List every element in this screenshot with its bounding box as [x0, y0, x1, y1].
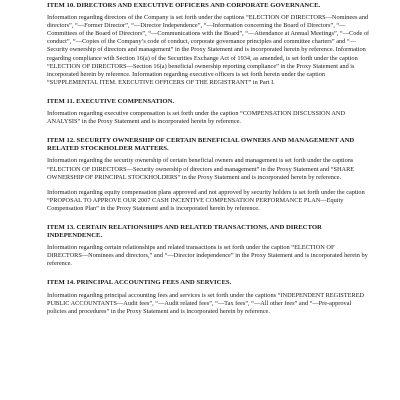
section-item-11 [47, 98, 370, 126]
section-heading: ITEM 10. DIRECTORS AND EXECUTIVE OFFICERS AND CORPORATE GOVERNANCE. [47, 2, 321, 9]
paragraph: Information regarding principal accounting fees and services is set forth under the captions “INDEPENDENT REGISTERED PUBLIC ACCOUNTANTS—Audit fees”, “—Audit related fees”, “—Tax fees”, “—All other fees” and “—Pre-approval policies and procedures” in the Proxy Statement and is incorporated herein by reference. [47, 291, 365, 315]
section-item-12 [47, 137, 370, 213]
section-heading: ITEM 14. PRINCIPAL ACCOUNTING FEES AND SERVICES. [47, 279, 232, 287]
paragraph: Information regarding the security ownership of certain beneficial owners and management is set forth under the captions “ELECTION OF DIRECTORS—Security ownership of directors and management” in the Proxy Statement and “SHARE OWNERSHIP OF PRINCIPAL STOCKHOLDERS” in the Proxy Statement and is incorporated herein by reference. [47, 157, 355, 181]
paragraph: Information regarding equity compensation plans approved and not approved by security holders is set forth under the caption “PROPOSAL TO APPROVE OUR 2007 CASH INCENTIVE COMPENSATION PERFORMANCE PLAN—Equity Compensation Plan” in the Proxy Statement and is incorporated herein by reference. [47, 188, 365, 212]
paragraph: Information regarding directors of the Company is set forth under the captions “ELECTION OF DIRECTORS—Nominees and directors”, “—Former Director”, “—Director Independence”, “—Information concerning the Board of Directors”, “—Committees of the Board of Directors”, “—Communications with the Board”, “—Attendance at Annual Meetings”, “—Code of conduct”, “—Copies of the Company’s code of conduct, corporate governance principles and committee charters” and “—Security ownership of directors and management” in the Proxy Statement and is incorporated herein by reference. Information regarding compliance with Section 16(a) of the Securities Exchange Act of 1934, as amended, is set forth under the caption “ELECTION OF DIRECTORS—Section 16(a) beneficial ownership reporting compliance” in the Proxy Statement and is incorporated herein by reference. Information regarding executive officers is set forth herein under the caption “SUPPLEMENTAL ITEM. EXECUTIVE OFFICERS OF THE REGISTRANT” in Part I. [47, 14, 370, 86]
section-heading: ITEM 11. EXECUTIVE COMPENSATION. [47, 97, 175, 105]
section-item-10 [47, 2, 370, 87]
section-heading: ITEM 12. SECURITY OWNERSHIP OF CERTAIN BENEFICIAL OWNERS AND MANAGEMENT AND RELATED STOCKHOLDER MATTERS. [47, 137, 355, 153]
section-heading: ITEM 13. CERTAIN RELATIONSHIPS AND RELATED TRANSACTIONS, AND DIRECTOR INDEPENDENCE. [47, 223, 322, 240]
section-item-14 [47, 279, 370, 315]
paragraph: Information regarding executive compensation is set forth under the caption “COMPENSATION DISCUSSION AND ANALYSIS” in the Proxy Statement and is incorporated herein by reference. [47, 110, 346, 126]
paragraph: Information regarding certain relationships and related transactions is set forth under the caption “ELECTION OF DIRECTORS—Nominees and directors,” and “—Director independence” in the Proxy Statement and is incorporated herein by reference. [47, 244, 368, 268]
section-item-13 [47, 224, 370, 268]
